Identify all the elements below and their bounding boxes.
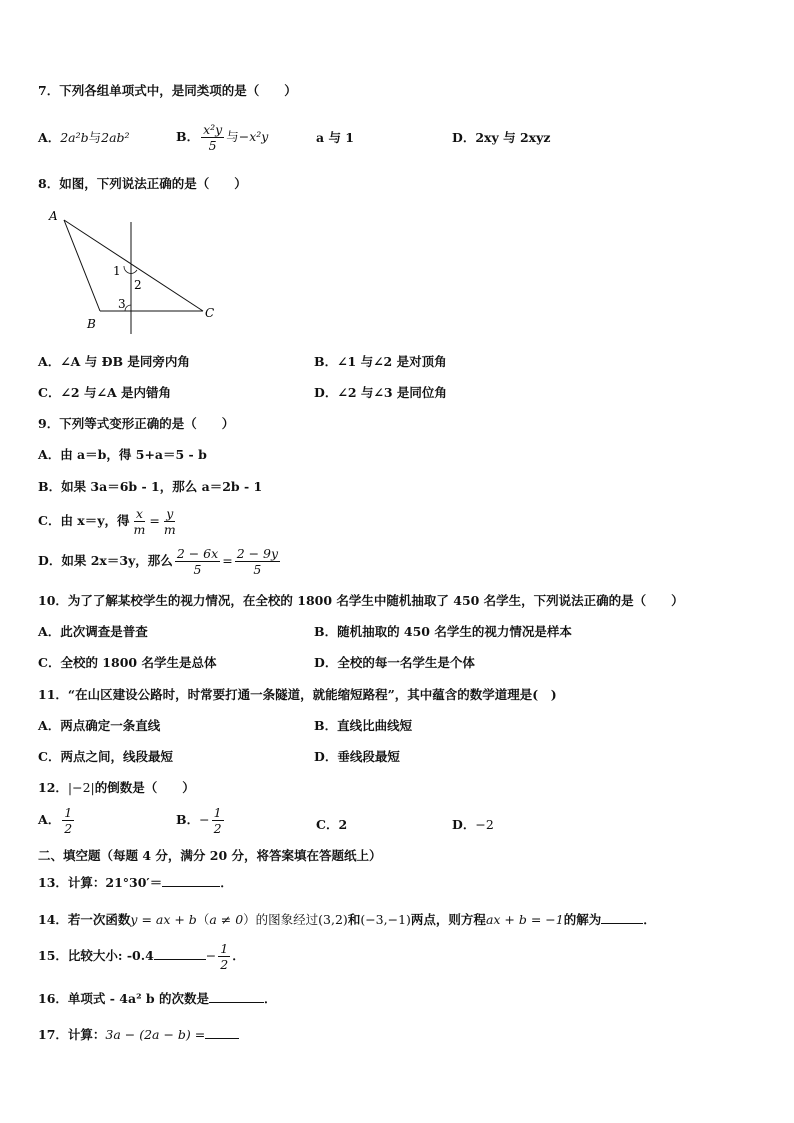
fraction: $\frac{1}{2}$ <box>213 805 222 836</box>
angle-label-3: 3 <box>118 297 126 311</box>
math-expr: a ≠ 0 <box>209 912 244 927</box>
q10-option-c: C．全校的 1800 名学生是总体 <box>38 655 217 670</box>
q8-option-d: D．∠2 与∠3 是同位角 <box>314 385 447 400</box>
answer-blank <box>205 1026 239 1039</box>
angle-arc-3 <box>125 305 131 311</box>
q11-option-c: C．两点之间，线段最短 <box>38 749 173 764</box>
q10-option-a: A．此次调查是普查 <box>38 624 148 639</box>
q10-option-b: B．随机抽取的 450 名学生的视力情况是样本 <box>314 624 572 639</box>
q12-option-d: D．−2 <box>452 817 494 832</box>
q8-option-b: B．∠1 与∠2 是对顶角 <box>314 354 447 369</box>
q12-option-b: B．− $\frac{1}{2}$ <box>176 805 222 836</box>
q8-stem: 8．如图，下列说法正确的是（ ） <box>38 176 247 191</box>
q7-option-d: D．2xy 与 2xyz <box>452 130 551 145</box>
q8-option-a: A．∠A 与 ÐB 是同旁内角 <box>38 354 190 369</box>
q12-stem: 12．|−2|的倒数是（ ） <box>38 780 195 795</box>
q15: 15．比较大小: -0.4 − $\frac{1}{2}$ ． <box>38 941 245 972</box>
vertex-label-c: C <box>205 306 215 320</box>
q8-triangle-figure <box>40 204 230 336</box>
vertex-label-b: B <box>87 317 96 331</box>
segment-ab <box>64 220 100 311</box>
q17: 17．计算：3a − (2a − b) = <box>38 1026 239 1043</box>
math-expr: 2a²b <box>60 130 89 145</box>
q11-option-a: A．两点确定一条直线 <box>38 718 161 733</box>
fraction: $\frac{2 - 6x}{5}$ <box>176 546 219 577</box>
q10-option-d: D．全校的每一名学生是个体 <box>314 655 475 670</box>
q11-option-d: D．垂线段最短 <box>314 749 400 764</box>
q12-option-c: C．2 <box>316 817 348 832</box>
q10-stem: 10．为了了解某校学生的视力情况，在全校的 1800 名学生中随机抽取了 450 名学生，下列说法正确的是（ ） <box>38 593 684 608</box>
conj-text: 与 <box>88 130 102 145</box>
q7-option-b <box>176 122 268 153</box>
option-label: B． <box>176 129 200 144</box>
q13: 13．计算：21°30′＝ ． <box>38 875 233 890</box>
fraction: $\frac{\text{x²y}}{5}$ <box>203 122 223 153</box>
point: (−3,−1) <box>360 912 411 927</box>
q11-stem: 11．“在山区建设公路时，时常要打通一条隧道，就能缩短路程”，其中蕴含的数学道理是( ) <box>38 687 557 702</box>
point: (3,2) <box>318 912 348 927</box>
math-expr: y = ax + b <box>130 912 197 927</box>
answer-blank <box>601 911 643 924</box>
fraction: $\frac{2 - 9y}{5}$ <box>236 546 279 577</box>
q14: 14．若一次函数y = ax + b（a ≠ 0）的图象经过(3,2)和(−3,−1)两点，则方程ax + b = −1的解为 ． <box>38 912 656 927</box>
answer-blank <box>209 990 264 1003</box>
q9-option-c: C．由 x＝y，得 $\frac{x}{m}$ = $\frac{y}{m}$ <box>38 506 176 537</box>
q9-option-a: A．由 a＝b，得 5+a＝5 - b <box>38 447 207 462</box>
math-expr: −x²y <box>238 129 269 144</box>
q9-stem: 9．下列等式变形正确的是（ ） <box>38 416 235 431</box>
math-expr: ax + b = −1 <box>485 912 564 927</box>
q16: 16．单项式 - 4a² b 的次数是 ． <box>38 991 277 1006</box>
conj-text: 与 <box>226 129 239 144</box>
q7-stem: 7．下列各组单项式中，是同类项的是（ ） <box>38 83 297 98</box>
segment-ac <box>64 220 203 311</box>
fraction: $\frac{1}{2}$ <box>64 805 73 836</box>
fraction: $\frac{x}{m}$ <box>133 506 146 537</box>
fraction: $\frac{y}{m}$ <box>163 506 176 537</box>
answer-blank <box>162 874 220 887</box>
q8-option-c: C．∠2 与∠A 是内错角 <box>38 385 171 400</box>
q12-option-a: A． $\frac{1}{2}$ <box>38 805 73 836</box>
angle-label-2: 2 <box>134 278 142 292</box>
fraction: $\frac{1}{2}$ <box>220 941 229 972</box>
option-label: A． <box>38 130 61 145</box>
q7-option-c: a 与 1 <box>316 130 355 145</box>
section-heading: 二、填空题（每题 4 分，满分 20 分，将答案填在答题纸上） <box>38 848 382 863</box>
math-expr: 2ab² <box>101 130 130 145</box>
angle-label-1: 1 <box>113 264 121 278</box>
q9-option-b: B．如果 3a＝6b - 1，那么 a＝2b - 1 <box>38 479 263 494</box>
vertex-label-a: A <box>49 209 58 223</box>
q7-option-a <box>38 130 130 146</box>
answer-blank <box>154 947 206 960</box>
angle-arc-1-2 <box>124 266 137 273</box>
q11-option-b: B．直线比曲线短 <box>314 718 413 733</box>
q9-option-d: D．如果 2x＝3y，那么 $\frac{2 - 6x}{5}$ = $\frac{2 - 9y}{5}$ <box>38 546 279 577</box>
math-expr: 3a − (2a − b) = <box>105 1027 206 1042</box>
abs-value: |−2| <box>67 780 95 795</box>
